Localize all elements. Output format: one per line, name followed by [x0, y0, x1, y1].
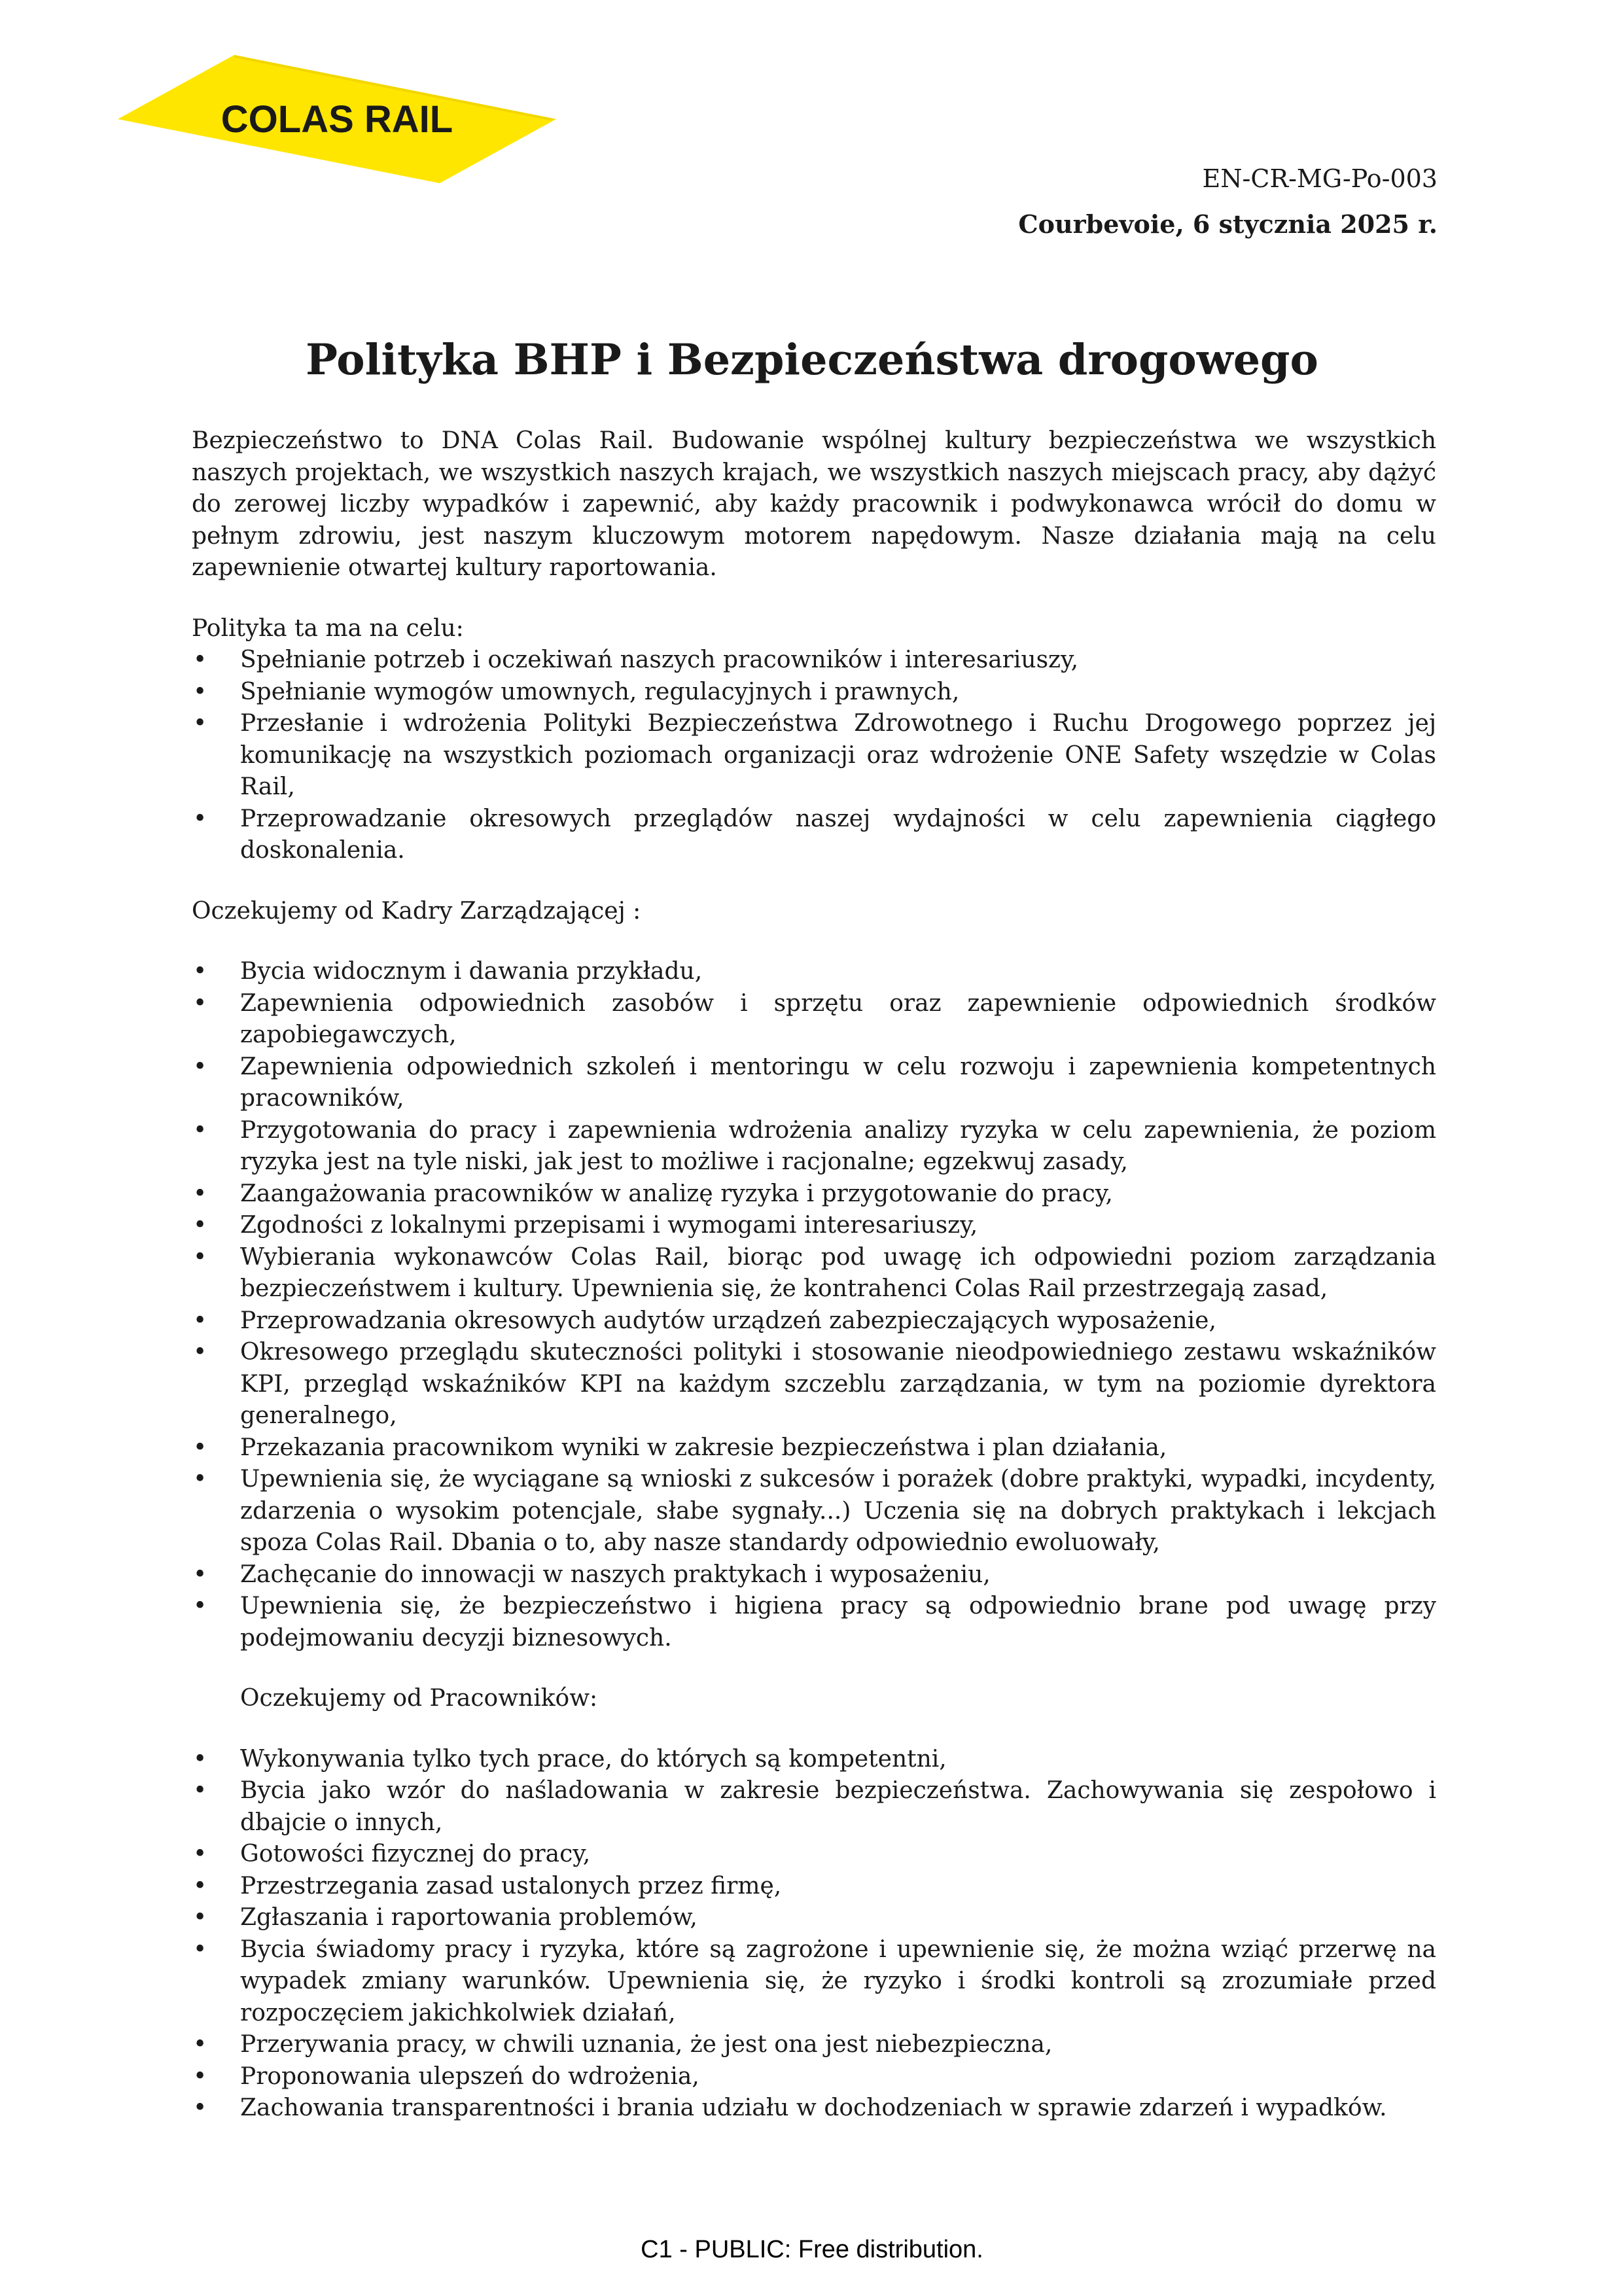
bullet-icon: •: [193, 678, 207, 705]
list-item: • Przygotowania do pracy i zapewnienia wdrożenia analizy ryzyka w celu zapewnienia, że poziom ryzyka jest na tyle niski, jak jest to możliwe i racjonalne; egzekwuj zasady,: [192, 1115, 1436, 1178]
list-item: • Gotowości fizycznej do pracy,: [192, 1839, 1436, 1871]
bullet-icon: •: [193, 1872, 207, 1899]
bullet-icon: •: [193, 1841, 207, 1867]
bullet-icon: •: [193, 2031, 207, 2058]
colas-rail-logo: [118, 48, 556, 189]
bullet-icon: •: [193, 805, 207, 832]
bullet-icon: •: [193, 1116, 207, 1144]
bullet-icon: •: [193, 2062, 207, 2090]
list-item: • Przeprowadzania okresowych audytów urządzeń zabezpieczających wyposażenie,: [192, 1305, 1436, 1337]
list-item: • Wybierania wykonawców Colas Rail, biorąc pod uwagę ich odpowiedni poziom zarządzania bezpieczeństwem i kultury. Upewnienia się, że kontrahenci Colas Rail przestrzegają zasad,: [192, 1242, 1436, 1305]
bullet-icon: •: [193, 1339, 207, 1366]
list-item: • Spełnianie potrzeb i oczekiwań naszych pracowników i interesariuszy,: [192, 645, 1436, 677]
logo-wordmark: COLAS RAIL: [221, 98, 453, 141]
document-body: [192, 425, 1436, 2125]
bullet-icon: •: [193, 958, 207, 985]
list-item: • Bycia świadomy pracy i ryzyka, które są zagrożone i upewnienie się, że można wziąć przerwę na wypadek zmiany warunków. Upewnienia się, że ryzyko i środki kontroli są zrozumiałe przed rozpoczęciem jakichkolwiek działań,: [192, 1934, 1436, 2030]
intro-paragraph: Bezpieczeństwo to DNA Colas Rail. Budowanie wspólnej kultury bezpieczeństwa we wszystkich naszych projektach, we wszystkich naszych krajach, we wszystkich naszych miejscach pracy, aby dążyć do zerowej liczby wypadków i zapewnić, aby każdy pracownik i podwykonawca wrócił do domu w pełnym zdrowiu, jest naszym kluczowym motorem napędowym. Nasze działania mają na celu zapewnienie otwartej kultury raportowania.: [192, 427, 1436, 581]
bullet-icon: •: [193, 1904, 207, 1931]
list-item: • Bycia jako wzór do naśladowania w zakresie bezpieczeństwa. Zachowywania się zespołowo i dbajcie o innych,: [192, 1775, 1436, 1839]
bullet-icon: •: [193, 989, 207, 1017]
list-item: • Przekazania pracownikom wyniki w zakresie bezpieczeństwa i plan działania,: [192, 1432, 1436, 1464]
bullet-icon: •: [193, 1561, 207, 1588]
list-item: • Zachowania transparentności i brania udziału w dochodzeniach w sprawie zdarzeń i wypadków.: [192, 2093, 1436, 2125]
bullet-icon: •: [193, 1745, 207, 1773]
bullet-icon: •: [193, 646, 207, 673]
document-reference: EN-CR-MG-Po-003: [1202, 164, 1438, 193]
list-item: • Upewnienia się, że wyciągane są wnioski z sukcesów i porażek (dobre praktyki, wypadki, incydenty, zdarzenia o wysokim potencjale, słabe sygnały...) Uczenia się na dobrych praktykach i lekcjach spoza Colas Rail. Dbania o to, aby nasze standardy odpowiednio ewoluowały,: [192, 1464, 1436, 1559]
bullet-icon: •: [193, 1053, 207, 1080]
list-item: • Zapewnienia odpowiednich szkoleń i mentoringu w celu rozwoju i zapewnienia kompetentnych pracowników,: [192, 1051, 1436, 1115]
list-item: • Zgodności z lokalnymi przepisami i wymogami interesariuszy,: [192, 1210, 1436, 1242]
bullet-icon: •: [193, 1466, 207, 1492]
classification-footer: C1 - PUBLIC: Free distribution.: [641, 2236, 983, 2263]
list-item: • Przestrzegania zasad ustalonych przez firmę,: [192, 1871, 1436, 1903]
list-item: • Przeprowadzanie okresowych przeglądów naszej wydajności w celu zapewnienia ciągłego doskonalenia.: [192, 804, 1436, 867]
policy-aims-label: Polityka ta ma na celu:: [192, 614, 464, 642]
policy-aims-list: [192, 645, 1436, 867]
bullet-icon: •: [193, 1434, 207, 1461]
list-item: • Przerywania pracy, w chwili uznania, że jest ona jest niebezpieczna,: [192, 2029, 1436, 2061]
list-item: • Upewnienia się, że bezpieczeństwo i higiena pracy są odpowiednio brane pod uwagę przy podejmowaniu decyzji biznesowych.: [192, 1591, 1436, 1654]
list-item: • Zaangażowania pracowników w analizę ryzyka i przygotowanie do pracy,: [192, 1178, 1436, 1210]
list-item: • Zapewnienia odpowiednich zasobów i sprzętu oraz zapewnienie odpowiednich środków zapobiegawczych,: [192, 988, 1436, 1051]
bullet-icon: •: [193, 1935, 207, 1963]
employee-expectations-list: [192, 1744, 1436, 2125]
bullet-icon: •: [193, 710, 207, 737]
bullet-icon: •: [193, 1212, 207, 1239]
employee-expectations-label: Oczekujemy od Pracowników:: [240, 1685, 598, 1712]
bullet-icon: •: [193, 1593, 207, 1619]
list-item: • Proponowania ulepszeń do wdrożenia,: [192, 2061, 1436, 2093]
list-item: • Wykonywania tylko tych prace, do których są kompetentni,: [192, 1744, 1436, 1776]
list-item: • Zgłaszania i raportowania problemów,: [192, 1902, 1436, 1934]
bullet-icon: •: [193, 2094, 207, 2121]
document-title: Polityka BHP i Bezpieczeństwa drogowego: [306, 335, 1318, 385]
bullet-icon: •: [193, 1243, 207, 1271]
bullet-icon: •: [193, 1777, 207, 1804]
bullet-icon: •: [193, 1180, 207, 1207]
management-expectations-label: Oczekujemy od Kadry Zarządzającej :: [192, 897, 641, 925]
list-item: • Zachęcanie do innowacji w naszych praktykach i wyposażeniu,: [192, 1559, 1436, 1591]
list-item: • Spełnianie wymogów umownych, regulacyjnych i prawnych,: [192, 677, 1436, 709]
management-expectations-list: [192, 956, 1436, 1654]
place-and-date: Courbevoie, 6 stycznia 2025 r.: [1018, 209, 1438, 239]
bullet-icon: •: [193, 1307, 207, 1334]
list-item: • Przesłanie i wdrożenia Polityki Bezpieczeństwa Zdrowotnego i Ruchu Drogowego poprzez jej komunikację na wszystkich poziomach organizacji oraz wdrożenie ONE Safety wszędzie w Colas Rail,: [192, 708, 1436, 804]
list-item: • Okresowego przeglądu skuteczności polityki i stosowanie nieodpowiedniego zestawu wskaźników KPI, przegląd wskaźników KPI na każdym szczeblu zarządzania, w tym na poziomie dyrektora generalnego,: [192, 1337, 1436, 1432]
list-item: • Bycia widocznym i dawania przykładu,: [192, 956, 1436, 988]
